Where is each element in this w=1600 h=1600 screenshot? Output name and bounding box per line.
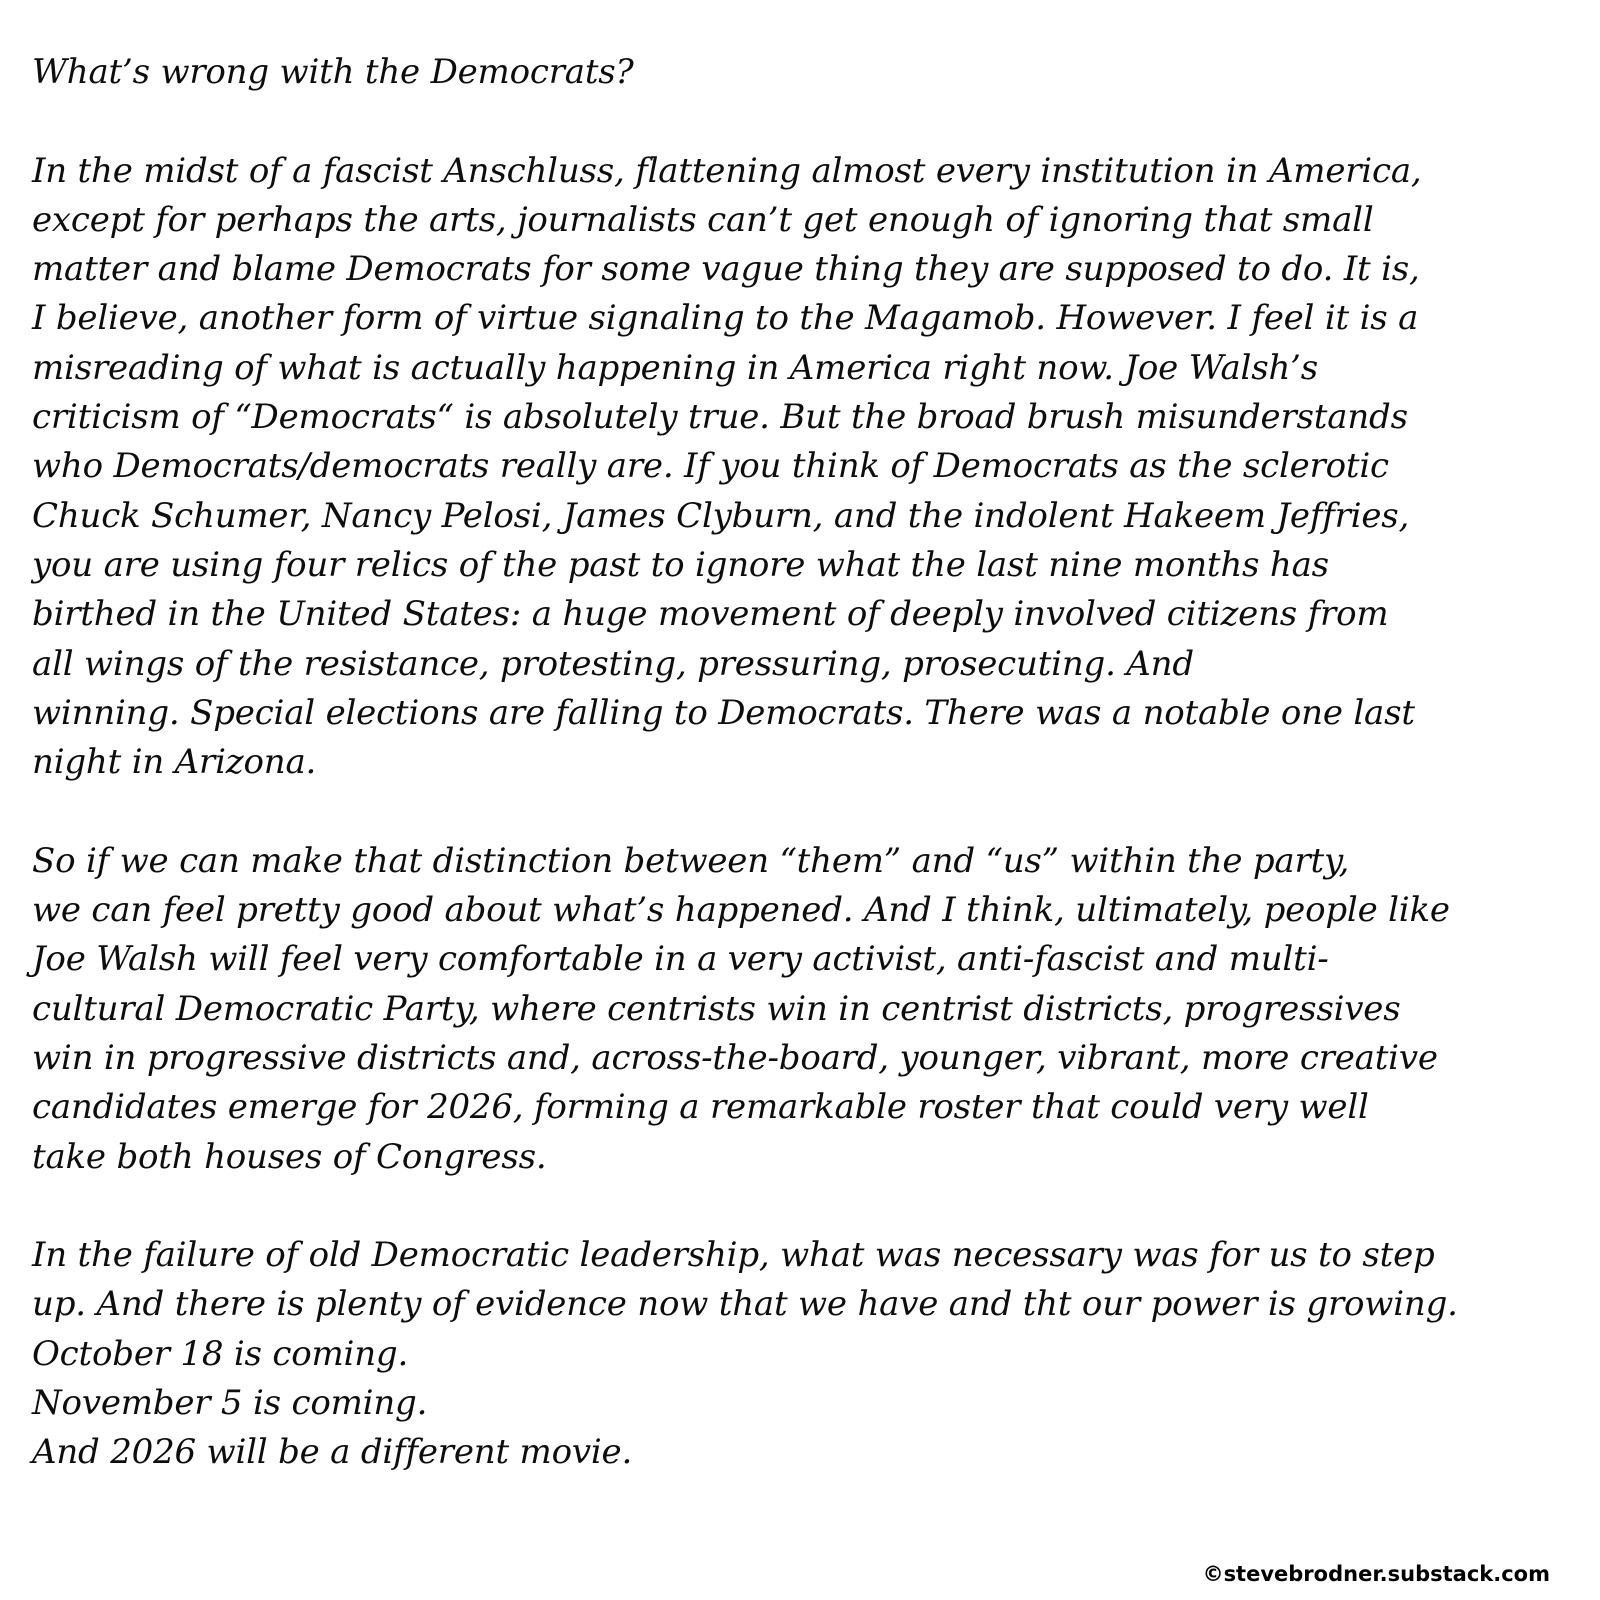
text-line: take both houses of Congress. [32, 1136, 547, 1177]
essay-text [32, 48, 1592, 1478]
paragraph-gap [32, 787, 1592, 836]
text-line: birthed in the United States: a huge movement of deeply involved citizens from [32, 594, 1389, 635]
text-line: October 18 is coming. [32, 1333, 409, 1374]
text-line: I believe, another form of virtue signaling to the Magamob. However. I feel it is a [32, 298, 1419, 339]
text-line: we can feel pretty good about what’s happened. And I think, ultimately, people like [32, 890, 1450, 931]
text-line: except for perhaps the arts, journalists can’t get enough of ignoring that small [32, 199, 1374, 240]
paragraph-gap [32, 1182, 1592, 1231]
paragraph-2 [32, 837, 1592, 1182]
text-line: cultural Democratic Party, where centrists win in centrist districts, progressives [32, 988, 1401, 1029]
paragraph-1 [32, 147, 1592, 788]
text-line: Joe Walsh will feel very comfortable in a very activist, anti-fascist and multi- [32, 939, 1329, 980]
text-line: matter and blame Democrats for some vague thing they are supposed to do. It is, [32, 249, 1420, 290]
text-line: In the failure of old Democratic leadership, what was necessary was for us to step [32, 1235, 1435, 1276]
essay-title: What’s wrong with the Democrats? [32, 52, 634, 92]
text-line: who Democrats/democrats really are. If you think of Democrats as the sclerotic [32, 446, 1389, 487]
text-line: night in Arizona. [32, 742, 317, 783]
text-line: And 2026 will be a different movie. [32, 1432, 633, 1473]
text-line: misreading of what is actually happening in America right now. Joe Walsh’s [32, 347, 1319, 388]
credit-line: ©stevebrodner.substack.com [1202, 1562, 1550, 1586]
text-line: you are using four relics of the past to ignore what the last nine months has [32, 544, 1329, 585]
text-line: win in progressive districts and, across-the-board, younger, vibrant, more creative [32, 1037, 1438, 1078]
text-line: So if we can make that distinction between “them” and “us” within the party, [32, 840, 1350, 881]
paragraph-3 [32, 1231, 1592, 1477]
text-line: In the midst of a fascist Anschluss, flattening almost every institution in America, [32, 150, 1422, 191]
text-line: criticism of “Democrats“ is absolutely true. But the broad brush misunderstands [32, 397, 1408, 438]
text-line: Chuck Schumer, Nancy Pelosi, James Clyburn, and the indolent Hakeem Jeffries, [32, 495, 1410, 536]
paragraph-gap [32, 97, 1592, 146]
text-line: up. And there is plenty of evidence now that we have and tht our power is growing. [32, 1284, 1458, 1325]
text-line: candidates emerge for 2026, forming a remarkable roster that could very well [32, 1087, 1369, 1128]
text-line: winning. Special elections are falling to Democrats. There was a notable one last [32, 692, 1415, 733]
text-line: all wings of the resistance, protesting, pressuring, prosecuting. And [32, 643, 1194, 684]
text-line: November 5 is coming. [32, 1383, 428, 1424]
